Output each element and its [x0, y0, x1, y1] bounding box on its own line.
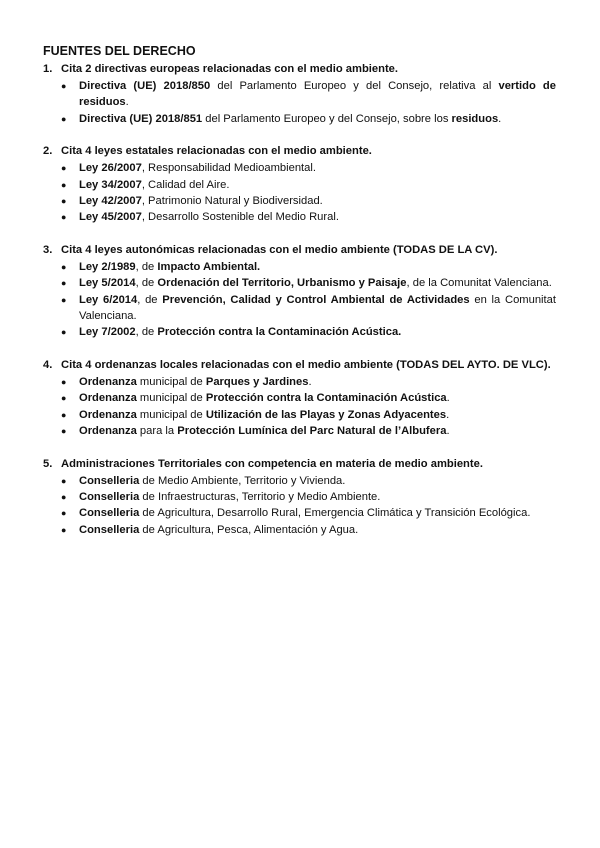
text-run: municipal de: [136, 375, 206, 388]
bold-text-run: Parques y Jardines: [205, 375, 309, 388]
bold-text-run: Directiva (UE) 2018/851: [79, 112, 203, 125]
section-number: 2.: [43, 145, 53, 158]
text-run: municipal de: [136, 408, 206, 421]
bold-text-run: Ley 45/2007: [79, 211, 142, 224]
bold-text-run: Protección contra la Contaminación Acústica.: [157, 326, 402, 339]
list-item: [61, 193, 556, 209]
bold-text-run: Impacto Ambiental.: [157, 260, 261, 273]
bold-text-run: Prevención, Calidad y Control Ambiental de Actividades: [162, 293, 470, 306]
text-run: .: [125, 96, 129, 109]
list-item: [61, 505, 556, 521]
sections-list: [43, 61, 556, 538]
bullet-list: [43, 160, 556, 226]
text-run: .: [446, 425, 450, 438]
text-run: , de: [137, 293, 163, 306]
list-item: [61, 473, 556, 489]
section-1: [43, 61, 556, 127]
list-item-text: [79, 522, 556, 538]
list-item: [61, 111, 556, 127]
text-run: , Patrimonio Natural y Biodiversidad.: [141, 195, 323, 208]
bold-text-run: Directiva (UE) 2018/850: [79, 80, 211, 92]
section-question: [43, 357, 556, 373]
list-item-text: [79, 407, 556, 423]
text-run: .: [446, 408, 450, 421]
list-item-text: [79, 111, 556, 127]
list-item: [61, 177, 556, 193]
text-run: , Responsabilidad Medioambiental.: [141, 162, 316, 175]
list-item-text: [79, 489, 556, 505]
section-question: [43, 61, 556, 77]
bold-text-run: Conselleria: [79, 507, 140, 520]
list-item: [61, 292, 556, 325]
text-run: de Agricultura, Pesca, Alimentación y Agua.: [139, 523, 359, 536]
list-item-text: [79, 374, 556, 390]
bold-text-run: Protección contra la Contaminación Acústica: [205, 392, 447, 405]
bold-text-run: Ordenanza: [79, 375, 137, 388]
bold-text-run: Ley 34/2007: [79, 178, 142, 191]
bold-text-run: Conselleria: [79, 474, 140, 487]
section-question: [43, 242, 556, 258]
text-run: de Agricultura, Desarrollo Rural, Emergencia Climática y Transición Ecológica.: [139, 507, 531, 520]
bullet-list: [43, 78, 556, 127]
bullet-icon: ●: [61, 327, 67, 338]
bullet-icon: ●: [61, 475, 67, 486]
list-item: [61, 423, 556, 439]
bullet-list: [43, 473, 556, 539]
bold-text-run: Ley 7/2002: [79, 326, 136, 339]
bold-text-run: Utilización de las Playas y Zonas Adyacentes: [205, 408, 447, 421]
bullet-icon: ●: [61, 278, 67, 289]
list-item-text: [79, 292, 556, 325]
bold-text-run: vertido de residuos: [79, 80, 556, 109]
bullet-icon: ●: [61, 196, 67, 207]
section-number: 3.: [43, 243, 53, 256]
text-run: , de: [135, 326, 158, 339]
section-4: [43, 357, 556, 440]
page-title: FUENTES DEL DERECHO: [43, 44, 196, 58]
bullet-icon: ●: [61, 163, 67, 174]
bold-text-run: Ordenanza: [79, 392, 137, 405]
section-question-text: Administraciones Territoriales con competencia en materia de medio ambiente.: [61, 457, 483, 470]
list-item: [61, 390, 556, 406]
bold-text-run: Protección Lumínica del Parc Natural de l’Albufera: [177, 425, 447, 438]
list-item: [61, 275, 556, 291]
list-item: [61, 407, 556, 423]
text-run: municipal de: [136, 392, 206, 405]
section-question: [43, 143, 556, 159]
bold-text-run: Conselleria: [79, 523, 140, 536]
section-number: 1.: [43, 63, 53, 75]
text-run: , Desarrollo Sostenible del Medio Rural.: [141, 211, 339, 224]
list-item-text: [79, 259, 556, 275]
text-run: .: [498, 112, 502, 125]
list-item-text: [79, 193, 556, 209]
list-item-text: [79, 209, 556, 225]
bullet-icon: ●: [61, 113, 67, 124]
list-item: [61, 259, 556, 275]
text-run: para la: [136, 425, 178, 438]
bullet-icon: ●: [61, 212, 67, 223]
section-question-text: Cita 2 directivas europeas relacionadas con el medio ambiente.: [61, 63, 398, 75]
section-number: 4.: [43, 358, 53, 371]
list-item-text: [79, 160, 556, 176]
bold-text-run: Ley 2/1989: [79, 260, 136, 273]
bullet-list: [43, 374, 556, 440]
bullet-icon: ●: [61, 409, 67, 420]
list-item-text: [79, 505, 556, 521]
text-run: de Medio Ambiente, Territorio y Vivienda.: [139, 474, 346, 487]
text-run: .: [446, 392, 450, 405]
bullet-icon: ●: [61, 179, 67, 190]
bullet-icon: ●: [61, 294, 67, 305]
bullet-list: [43, 259, 556, 341]
bold-text-run: Ley 5/2014: [79, 277, 136, 290]
text-run: , de la Comunitat Valenciana.: [406, 277, 552, 290]
list-item-text: [79, 78, 556, 111]
bullet-icon: ●: [61, 81, 67, 91]
text-run: , de: [135, 277, 158, 290]
bold-text-run: Ordenanza: [79, 425, 137, 438]
list-item-text: [79, 473, 556, 489]
list-item-text: [79, 177, 556, 193]
text-run: de Infraestructuras, Territorio y Medio Ambiente.: [139, 490, 381, 503]
bold-text-run: Conselleria: [79, 490, 140, 503]
text-run: , Calidad del Aire.: [141, 178, 230, 191]
bullet-icon: ●: [61, 261, 67, 272]
section-question-text: Cita 4 leyes autonómicas relacionadas con el medio ambiente (TODAS DE LA CV).: [61, 243, 498, 256]
list-item: [61, 522, 556, 538]
section-3: [43, 242, 556, 341]
text-run: del Parlamento Europeo y del Consejo, sobre los: [202, 112, 452, 125]
bold-text-run: Ordenación del Territorio, Urbanismo y Paisaje: [157, 277, 407, 290]
list-item: [61, 78, 556, 111]
list-item-text: [79, 423, 556, 439]
bullet-icon: ●: [61, 393, 67, 404]
bullet-icon: ●: [61, 508, 67, 519]
section-question-text: Cita 4 ordenanzas locales relacionadas con el medio ambiente (TODAS DEL AYTO. DE VLC).: [61, 358, 551, 371]
section-question: [43, 456, 556, 472]
bold-text-run: residuos: [451, 112, 499, 125]
bold-text-run: Ley 6/2014: [79, 293, 138, 306]
section-question-text: Cita 4 leyes estatales relacionadas con el medio ambiente.: [61, 145, 372, 158]
section-number: 5.: [43, 457, 53, 470]
list-item-text: [79, 275, 556, 291]
text-run: en la Comunitat Valenciana.: [79, 293, 556, 323]
text-run: .: [308, 375, 312, 388]
list-item: [61, 489, 556, 505]
bold-text-run: Ley 42/2007: [79, 195, 142, 208]
text-run: del Parlamento Europeo y del Consejo, relativa al: [210, 80, 499, 92]
text-run: , de: [135, 260, 158, 273]
list-item: [61, 209, 556, 225]
list-item-text: [79, 324, 556, 340]
bullet-icon: ●: [61, 426, 67, 437]
list-item: [61, 160, 556, 176]
list-item-text: [79, 390, 556, 406]
bold-text-run: Ley 26/2007: [79, 162, 142, 175]
bullet-icon: ●: [61, 491, 67, 502]
list-item: [61, 324, 556, 340]
section-5: [43, 456, 556, 539]
bold-text-run: Ordenanza: [79, 408, 137, 421]
section-2: [43, 143, 556, 226]
list-item: [61, 374, 556, 390]
bullet-icon: ●: [61, 376, 67, 387]
bullet-icon: ●: [61, 524, 67, 535]
